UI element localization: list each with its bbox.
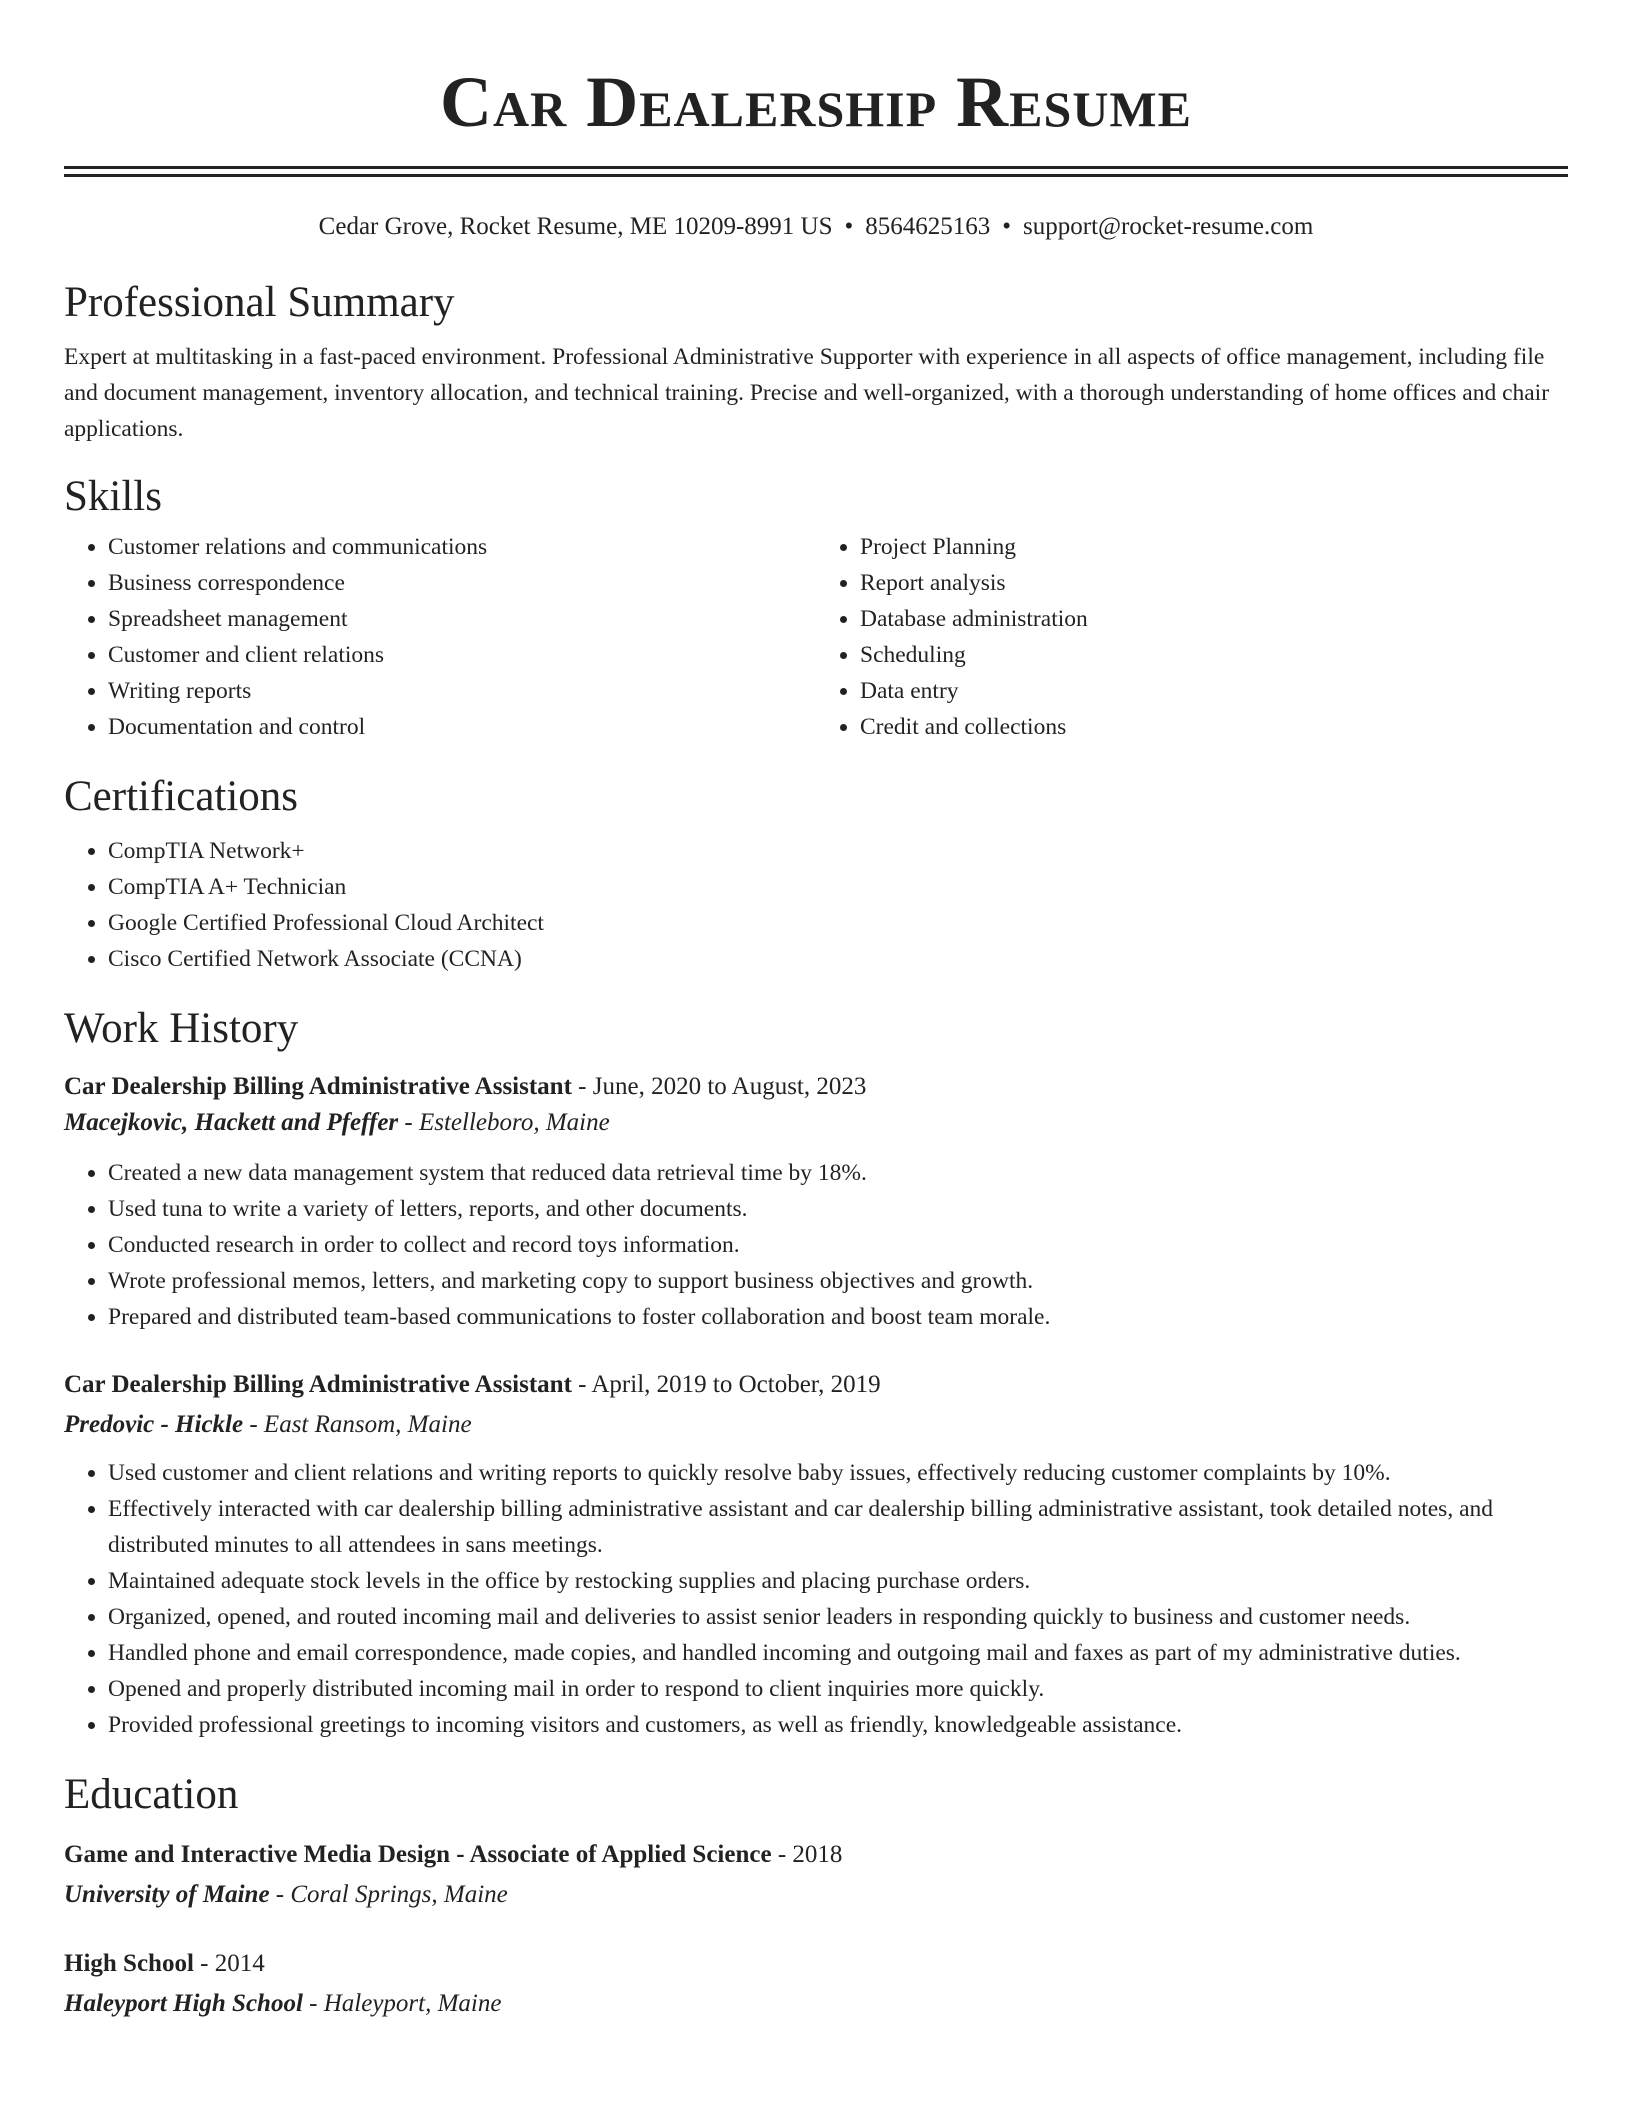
- certification-item: • Cisco Certified Network Associate (CCNA): [108, 941, 1568, 977]
- summary-heading: Professional Summary: [64, 279, 455, 326]
- job-bullet: • Wrote professional memos, letters, and marketing copy to support business objectives and growth.: [108, 1263, 1568, 1299]
- education-school-line: Haleyport High School - Haleyport, Maine: [64, 1990, 502, 2017]
- skills-list-left: [64, 529, 816, 745]
- skill-item: • Database administration: [860, 601, 1568, 637]
- education-location: Coral Springs, Maine: [290, 1881, 508, 1908]
- job-bullet: • Maintained adequate stock levels in the office by restocking supplies and placing purchase orders.: [108, 1563, 1568, 1599]
- job-title-line: Car Dealership Billing Administrative Assistant - June, 2020 to August, 2023: [64, 1073, 867, 1100]
- contact-line: [64, 211, 1568, 243]
- education-degree-line: Game and Interactive Media Design - Associate of Applied Science - 2018: [64, 1841, 843, 1868]
- job-entry: [64, 1367, 1568, 1743]
- certification-item: • Google Certified Professional Cloud Architect: [108, 905, 1568, 941]
- education-school: University of Maine: [64, 1881, 270, 1908]
- skill-item: • Customer and client relations: [108, 637, 816, 673]
- job-bullet: • Used tuna to write a variety of letters, reports, and other documents.: [108, 1191, 1568, 1227]
- education-heading: Education: [64, 1771, 239, 1818]
- contact-phone: 8564625163: [865, 213, 991, 240]
- job-location: Estelleboro, Maine: [418, 1109, 610, 1136]
- job-bullet: • Organized, opened, and routed incoming mail and deliveries to assist senior leaders in responding quickly to business and customer needs.: [108, 1599, 1568, 1635]
- job-dates: June, 2020 to August, 2023: [592, 1073, 867, 1100]
- skill-item: • Data entry: [860, 673, 1568, 709]
- job-bullet: • Opened and properly distributed incoming mail in order to respond to client inquiries more quickly.: [108, 1671, 1568, 1707]
- contact-separator: •: [1002, 213, 1012, 240]
- contact-address: Cedar Grove, Rocket Resume, ME 10209-8991 US: [318, 213, 833, 240]
- resume-title: Car Dealership Resume: [440, 62, 1192, 142]
- certifications-list: [64, 833, 1568, 977]
- skill-item: • Documentation and control: [108, 709, 816, 745]
- job-title: Car Dealership Billing Administrative Assistant: [64, 1371, 572, 1398]
- education-location: Haleyport, Maine: [323, 1990, 502, 2017]
- summary-text: Expert at multitasking in a fast-paced environment. Professional Administrative Supporter with experience in all aspects of office management, including file and document management, inventory allocation, and technical training. Precise and well-organized, with a thorough understanding of home offices and chair applications.: [64, 344, 1550, 442]
- job-company-line: Macejkovic, Hackett and Pfeffer - Estelleboro, Maine: [64, 1109, 610, 1136]
- skills-list-right: [816, 529, 1568, 745]
- job-location: East Ransom, Maine: [263, 1411, 472, 1438]
- work-history-heading: Work History: [64, 1005, 299, 1052]
- skill-item: • Scheduling: [860, 637, 1568, 673]
- job-bullet: • Provided professional greetings to incoming visitors and customers, as well as friendly, knowledgeable assistance.: [108, 1707, 1568, 1743]
- education-entry: [64, 1837, 1568, 1913]
- education-school-line: University of Maine - Coral Springs, Maine: [64, 1881, 508, 1908]
- certification-item: • CompTIA A+ Technician: [108, 869, 1568, 905]
- job-bullet: • Conducted research in order to collect and record toys information.: [108, 1227, 1568, 1263]
- certifications-heading: Certifications: [64, 773, 299, 820]
- education-degree-line: High School - 2014: [64, 1950, 265, 1977]
- education-year: 2014: [214, 1950, 265, 1977]
- job-title: Car Dealership Billing Administrative Assistant: [64, 1073, 572, 1100]
- skill-item: • Business correspondence: [108, 565, 816, 601]
- job-entry: [64, 1069, 1568, 1335]
- skill-item: • Writing reports: [108, 673, 816, 709]
- job-bullets: [64, 1455, 1568, 1743]
- education-school: Haleyport High School: [64, 1990, 303, 2017]
- job-company: Predovic - Hickle: [64, 1411, 244, 1438]
- skills-heading: Skills: [64, 473, 162, 520]
- job-title-line: Car Dealership Billing Administrative Assistant - April, 2019 to October, 2019: [64, 1371, 881, 1398]
- skill-item: • Project Planning: [860, 529, 1568, 565]
- job-bullet: • Created a new data management system that reduced data retrieval time by 18%.: [108, 1155, 1568, 1191]
- job-bullet: • Handled phone and email correspondence, made copies, and handled incoming and outgoing mail and faxes as part of my administrative duties.: [108, 1635, 1568, 1671]
- education-degree: Game and Interactive Media Design - Associate of Applied Science: [64, 1841, 772, 1868]
- title-divider: [64, 166, 1568, 177]
- skills-columns: [64, 529, 1568, 745]
- skill-item: • Customer relations and communications: [108, 529, 816, 565]
- job-dates: April, 2019 to October, 2019: [591, 1371, 881, 1398]
- skill-item: • Spreadsheet management: [108, 601, 816, 637]
- certification-item: • CompTIA Network+: [108, 833, 1568, 869]
- contact-email: support@rocket-resume.com: [1023, 213, 1314, 240]
- job-company: Macejkovic, Hackett and Pfeffer: [64, 1109, 399, 1136]
- skill-item: • Credit and collections: [860, 709, 1568, 745]
- education-degree: High School: [64, 1950, 194, 1977]
- education-year: 2018: [792, 1841, 843, 1868]
- contact-separator: •: [844, 213, 854, 240]
- skill-item: • Report analysis: [860, 565, 1568, 601]
- job-company-line: Predovic - Hickle - East Ransom, Maine: [64, 1411, 472, 1438]
- job-bullet: • Effectively interacted with car dealership billing administrative assistant and car dealership billing administrative assistant, took detailed notes, and distributed minutes to all attendees in sans meetings.: [108, 1491, 1568, 1563]
- job-bullet: • Prepared and distributed team-based communications to foster collaboration and boost team morale.: [108, 1299, 1568, 1335]
- job-bullet: • Used customer and client relations and writing reports to quickly resolve baby issues, effectively reducing customer complaints by 10%.: [108, 1455, 1568, 1491]
- education-entry: [64, 1946, 1568, 2022]
- job-bullets: [64, 1155, 1568, 1335]
